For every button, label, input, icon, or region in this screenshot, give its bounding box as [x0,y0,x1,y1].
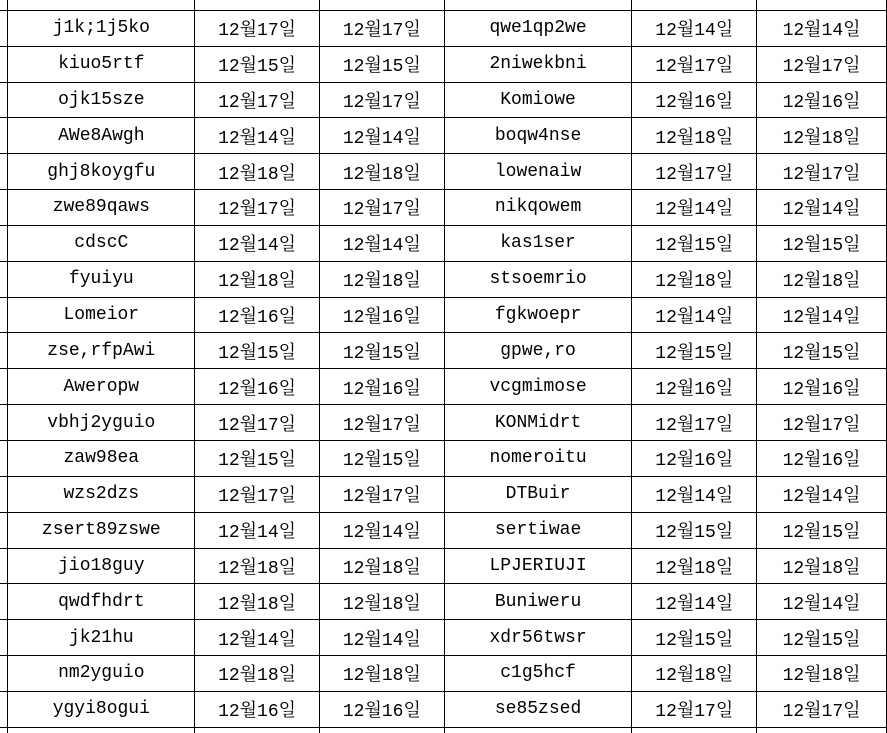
cell-date-left-1[interactable]: 12월17일 [195,82,320,118]
cell-date-right-2[interactable]: 12월15일 [757,512,887,548]
table-row [0,369,887,405]
cell-date-right-1[interactable]: 12월15일 [632,225,757,261]
cell-name-right[interactable]: KONMidrt [444,405,632,441]
cell-name-right[interactable]: Buniweru [444,584,632,620]
cell-edge-sliver[interactable] [0,46,8,82]
cell-name-left[interactable]: ghj8koygfu [8,154,195,190]
table-row [0,656,887,692]
cell-date-left-2[interactable]: 12월14일 [319,225,444,261]
cell-date-right-1[interactable]: 12월18일 [632,118,757,154]
cell-edge-sliver[interactable] [0,405,8,441]
cell-name-left[interactable]: Aweropw [8,369,195,405]
cell-edge-sliver[interactable] [0,333,8,369]
cell-name-left[interactable]: ygyi8ogui [8,691,195,727]
table-row [0,405,887,441]
cell-date-left-2[interactable]: 12월14일 [319,512,444,548]
cell-date-right-1[interactable]: 12월16일 [632,369,757,405]
cell-date-right-1[interactable]: 12월17일 [632,154,757,190]
cell-name-right[interactable]: 2niwekbni [444,46,632,82]
cell-date-right-1[interactable]: 12월15일 [632,333,757,369]
cell-name-left[interactable]: vbhj2yguio [8,405,195,441]
cell-date-right-2[interactable]: 12월15일 [757,225,887,261]
cell-date-left-2[interactable]: 12월17일 [319,190,444,226]
cell-name-left[interactable]: ojk15sze [8,82,195,118]
cell-date-right-2[interactable]: 12월16일 [757,369,887,405]
cell-date-right-2[interactable]: 12월16일 [757,82,887,118]
cell-date-right-1[interactable]: 12월18일 [632,548,757,584]
cell-name-right[interactable]: gpwe,ro [444,333,632,369]
cell-date-right-2[interactable]: 12월18일 [757,548,887,584]
cell-date-left-1[interactable]: 12월18일 [195,261,320,297]
cell-edge-sliver[interactable] [0,369,8,405]
cell-name-right[interactable]: fgkwoepr [444,297,632,333]
cell-date-right-1[interactable]: 12월16일 [632,440,757,476]
cell-name-left [8,727,195,733]
cell-date-left-1[interactable]: 12월18일 [195,656,320,692]
table-row [0,261,887,297]
cell-name-right[interactable]: LPJERIUJI [444,548,632,584]
cell-date-left-1[interactable]: 12월18일 [195,584,320,620]
cell-date-left-1[interactable]: 12월15일 [195,333,320,369]
table-row [0,10,887,46]
cell-name-right[interactable]: se85zsed [444,691,632,727]
cell-date-left-1 [195,0,320,10]
cell-date-left-2[interactable]: 12월17일 [319,405,444,441]
cell-date-left-2[interactable]: 12월17일 [319,10,444,46]
cell-name-right[interactable]: lowenaiw [444,154,632,190]
cell-name-left[interactable]: zaw98ea [8,440,195,476]
cell-date-left-1[interactable]: 12월14일 [195,620,320,656]
cell-name-left[interactable]: fyuiyu [8,261,195,297]
cell-edge-sliver[interactable] [0,82,8,118]
cell-edge-sliver [0,727,8,733]
cell-date-left-2[interactable]: 12월15일 [319,46,444,82]
cell-edge-sliver[interactable] [0,476,8,512]
cell-date-left-1[interactable]: 12월16일 [195,369,320,405]
cell-name-left[interactable]: wzs2dzs [8,476,195,512]
partial-row-bottom [0,727,887,733]
cell-name-left[interactable]: jk21hu [8,620,195,656]
cell-edge-sliver[interactable] [0,620,8,656]
cell-date-left-1[interactable]: 12월17일 [195,190,320,226]
cell-edge-sliver[interactable] [0,691,8,727]
table-row [0,476,887,512]
cell-date-right-2[interactable]: 12월17일 [757,405,887,441]
cell-date-left-1[interactable]: 12월18일 [195,548,320,584]
cell-name-left[interactable]: cdscC [8,225,195,261]
cell-date-right-1[interactable]: 12월15일 [632,512,757,548]
cell-date-right-2[interactable]: 12월15일 [757,620,887,656]
cell-name-left[interactable]: zwe89qaws [8,190,195,226]
cell-date-right-2[interactable]: 12월18일 [757,118,887,154]
cell-name-right[interactable]: vcgmimose [444,369,632,405]
cell-date-left-2 [319,0,444,10]
cell-name-right[interactable]: sertiwae [444,512,632,548]
table-row [0,691,887,727]
cell-date-left-2[interactable]: 12월17일 [319,82,444,118]
cell-date-left-1[interactable]: 12월15일 [195,46,320,82]
table-row [0,225,887,261]
cell-name-right[interactable]: Komiowe [444,82,632,118]
cell-date-left-1[interactable]: 12월16일 [195,691,320,727]
cell-date-right-1[interactable]: 12월17일 [632,405,757,441]
partial-row-top [0,0,887,10]
table-row [0,584,887,620]
cell-name-left[interactable]: Lomeior [8,297,195,333]
cell-name-right[interactable]: qwe1qp2we [444,10,632,46]
cell-name-left[interactable]: qwdfhdrt [8,584,195,620]
table-row [0,512,887,548]
cell-name-left[interactable]: kiuo5rtf [8,46,195,82]
cell-edge-sliver[interactable] [0,154,8,190]
cell-date-right-2[interactable]: 12월17일 [757,154,887,190]
cell-date-right-2[interactable]: 12월14일 [757,190,887,226]
cell-edge-sliver[interactable] [0,297,8,333]
cell-date-right-2[interactable]: 12월14일 [757,297,887,333]
cell-edge-sliver[interactable] [0,656,8,692]
cell-date-left-2[interactable]: 12월16일 [319,297,444,333]
cell-date-left-2[interactable]: 12월18일 [319,154,444,190]
cell-date-right-1[interactable]: 12월16일 [632,82,757,118]
cell-name-right[interactable]: kas1ser [444,225,632,261]
cell-name-left[interactable]: j1k;1j5ko [8,10,195,46]
cell-edge-sliver[interactable] [0,512,8,548]
cell-date-left-1[interactable]: 12월16일 [195,297,320,333]
table-row [0,620,887,656]
cell-date-right-1 [632,727,757,733]
cell-edge-sliver[interactable] [0,261,8,297]
cell-date-left-2[interactable]: 12월14일 [319,118,444,154]
cell-date-right-2 [757,727,887,733]
cell-edge-sliver[interactable] [0,225,8,261]
cell-date-left-2[interactable]: 12월18일 [319,261,444,297]
cell-edge-sliver[interactable] [0,118,8,154]
cell-date-left-2[interactable]: 12월16일 [319,369,444,405]
cell-date-right-1[interactable]: 12월14일 [632,297,757,333]
cell-name-right[interactable]: stsoemrio [444,261,632,297]
cell-name-left[interactable]: zsert89zswe [8,512,195,548]
cell-name-right[interactable]: nomeroitu [444,440,632,476]
table-row [0,333,887,369]
cell-name-right[interactable]: nikqowem [444,190,632,226]
cell-date-right-1[interactable]: 12월18일 [632,656,757,692]
cell-date-right-1[interactable]: 12월17일 [632,46,757,82]
cell-date-left-2[interactable]: 12월16일 [319,691,444,727]
cell-edge-sliver[interactable] [0,440,8,476]
cell-date-right-1[interactable]: 12월14일 [632,10,757,46]
cell-edge-sliver [0,0,8,10]
cell-name-right[interactable]: xdr56twsr [444,620,632,656]
cell-date-left-2[interactable]: 12월15일 [319,333,444,369]
cell-edge-sliver[interactable] [0,548,8,584]
cell-date-right-1[interactable]: 12월17일 [632,691,757,727]
table-row [0,440,887,476]
cell-date-right-2[interactable]: 12월15일 [757,333,887,369]
cell-date-right-2[interactable]: 12월18일 [757,656,887,692]
cell-name-left[interactable]: AWe8Awgh [8,118,195,154]
cell-date-left-1[interactable]: 12월17일 [195,476,320,512]
cell-edge-sliver[interactable] [0,584,8,620]
cell-date-left-2 [319,727,444,733]
table-row [0,118,887,154]
cell-date-left-2[interactable]: 12월18일 [319,656,444,692]
cell-name-left[interactable]: jio18guy [8,548,195,584]
cell-date-right-2[interactable]: 12월14일 [757,584,887,620]
table-row [0,190,887,226]
cell-date-left-1[interactable]: 12월14일 [195,118,320,154]
cell-date-left-2[interactable]: 12월15일 [319,440,444,476]
cell-date-left-1[interactable]: 12월15일 [195,440,320,476]
cell-date-right-1 [632,0,757,10]
cell-date-right-2[interactable]: 12월14일 [757,10,887,46]
cell-date-right-2[interactable]: 12월17일 [757,46,887,82]
cell-date-right-2[interactable]: 12월17일 [757,691,887,727]
cell-date-left-1 [195,727,320,733]
cell-edge-sliver[interactable] [0,10,8,46]
cell-date-right-2[interactable]: 12월16일 [757,440,887,476]
table-row [0,548,887,584]
cell-date-right-1[interactable]: 12월15일 [632,620,757,656]
cell-date-left-1[interactable]: 12월17일 [195,10,320,46]
cell-date-right-2[interactable]: 12월14일 [757,476,887,512]
cell-name-left[interactable]: zse,rfpAwi [8,333,195,369]
table-row [0,46,887,82]
cell-date-left-2[interactable]: 12월18일 [319,548,444,584]
cell-date-left-2[interactable]: 12월18일 [319,584,444,620]
cell-name-right [444,727,632,733]
cell-name-right[interactable]: boqw4nse [444,118,632,154]
cell-name-right [444,0,632,10]
cell-date-right-1[interactable]: 12월14일 [632,584,757,620]
table-row [0,82,887,118]
table-row [0,154,887,190]
cell-date-right-2[interactable]: 12월18일 [757,261,887,297]
cell-date-left-1[interactable]: 12월14일 [195,512,320,548]
cell-date-left-2[interactable]: 12월17일 [319,476,444,512]
cell-date-right-2 [757,0,887,10]
cell-date-left-1[interactable]: 12월18일 [195,154,320,190]
table-row [0,297,887,333]
cell-date-right-1[interactable]: 12월18일 [632,261,757,297]
cell-date-right-1[interactable]: 12월14일 [632,476,757,512]
cell-date-left-2[interactable]: 12월14일 [319,620,444,656]
cell-name-left[interactable]: nm2yguio [8,656,195,692]
cell-date-right-1[interactable]: 12월14일 [632,190,757,226]
cell-name-right[interactable]: c1g5hcf [444,656,632,692]
cell-date-left-1[interactable]: 12월17일 [195,405,320,441]
cell-date-left-1[interactable]: 12월14일 [195,225,320,261]
cell-name-right[interactable]: DTBuir [444,476,632,512]
cell-name-left [8,0,195,10]
cell-edge-sliver[interactable] [0,190,8,226]
